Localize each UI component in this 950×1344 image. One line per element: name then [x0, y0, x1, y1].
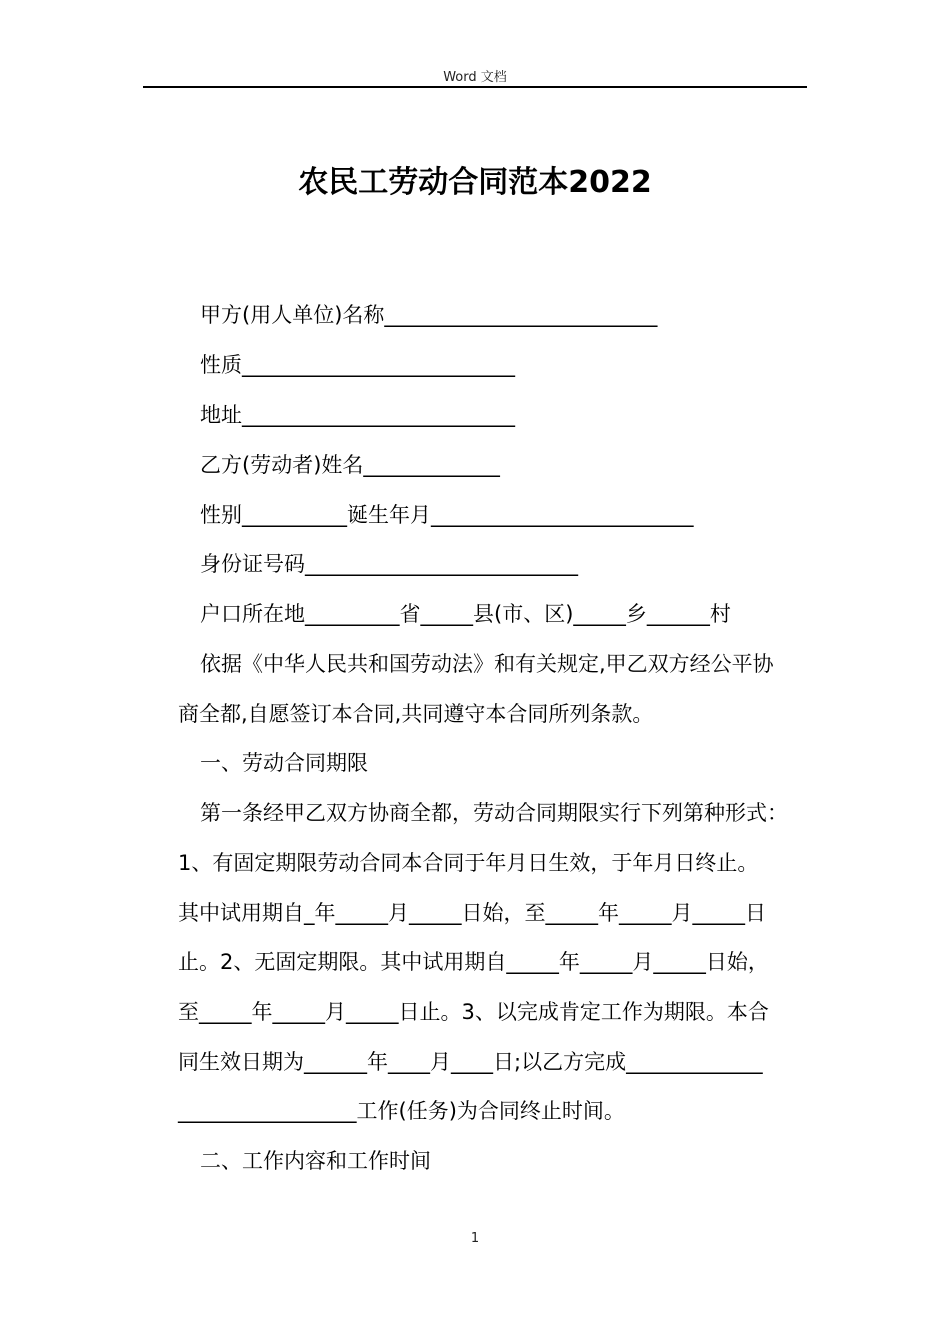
party-a-name-line: 甲方(用人单位)名称__________________________	[200, 303, 658, 327]
paragraph-line: 1、有固定期限劳动合同本合同于年月日生效，于年月日终止。	[178, 851, 759, 875]
section-heading: 二、工作内容和工作时间	[200, 1149, 431, 1173]
paragraph-line: 同生效日期为______年____月____日;以乙方完成_____________	[178, 1050, 763, 1074]
party-b-name-line: 乙方(劳动者)姓名_____________	[200, 453, 500, 477]
paragraph-line: 依据《中华人民共和国劳动法》和有关规定,甲乙双方经公平协	[200, 652, 774, 676]
nature-line: 性质__________________________	[200, 353, 515, 377]
header-rule	[143, 86, 807, 88]
paragraph-line: 止。2、无固定期限。其中试用期自_____年_____月_____日始，	[178, 950, 769, 974]
page-header-text: Word 文档	[443, 70, 507, 85]
paragraph-line: _________________工作(任务)为合同终止时间。	[178, 1099, 625, 1123]
paragraph-line: 其中试用期自_年_____月_____日始，至_____年_____月_____日	[178, 901, 766, 925]
section-heading: 一、劳动合同期限	[200, 751, 368, 775]
paragraph-line: 第一条经甲乙双方协商全都，劳动合同期限实行下列第种形式：	[200, 801, 788, 825]
id-number-line: 身份证号码__________________________	[200, 552, 578, 576]
address-line: 地址__________________________	[200, 403, 515, 427]
paragraph-line: 商全都,自愿签订本合同,共同遵守本合同所列条款。	[178, 702, 654, 726]
residence-line: 户口所在地_________省_____县(市、区)_____乡______村	[200, 602, 731, 626]
document-title: 农民工劳动合同范本2022	[298, 165, 652, 200]
page-number: 1	[470, 1231, 480, 1246]
paragraph-line: 至_____年_____月_____日止。3、以完成肯定工作为期限。本合	[178, 1000, 769, 1024]
gender-birth-line: 性别__________诞生年月_________________________	[200, 503, 694, 527]
